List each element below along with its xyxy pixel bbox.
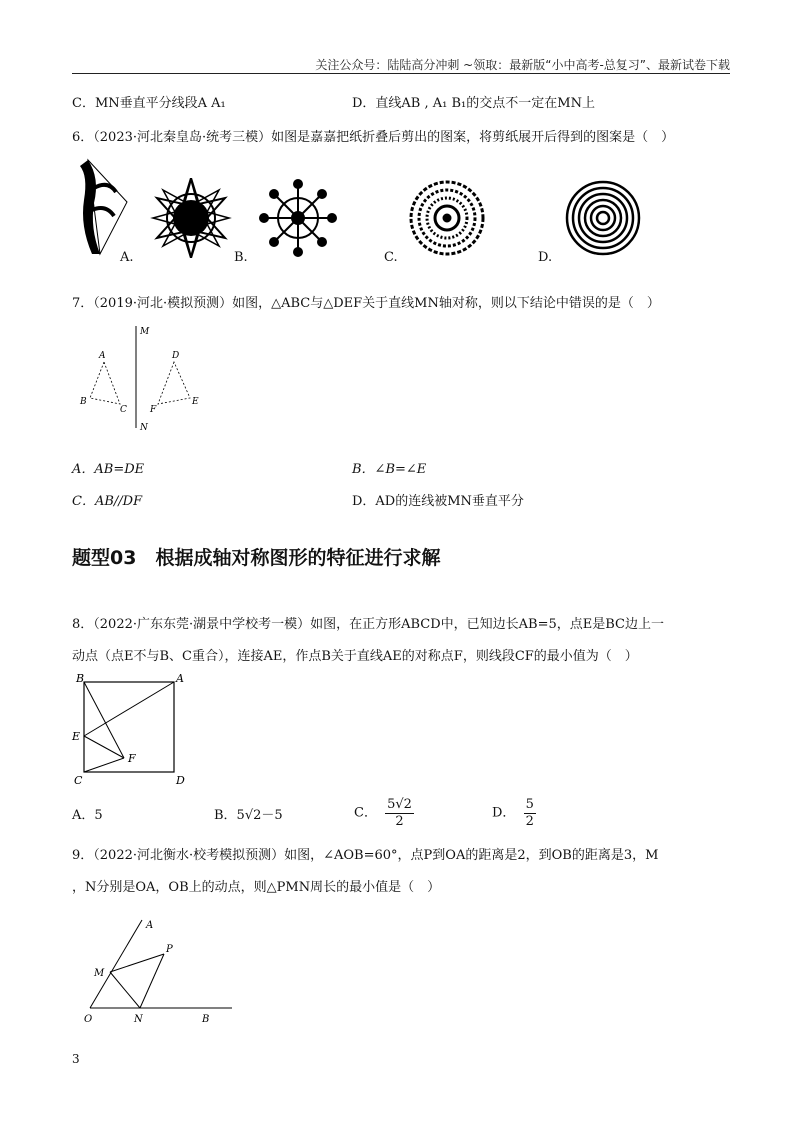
q9-label-a: A: [146, 920, 154, 931]
q6-option-c: C.: [384, 250, 398, 265]
q7-option-d: D．AD的连线被MN垂直平分: [352, 494, 524, 509]
q5-option-c: C．MN垂直平分线段A A₁: [72, 96, 226, 111]
section-title: 题型03 根据成轴对称图形的特征进行求解: [72, 547, 441, 569]
q8-label-f: F: [128, 752, 136, 765]
q7-option-c: C．AB//DF: [72, 494, 143, 509]
q7-label-e: E: [192, 397, 199, 407]
q8-label-c: C: [74, 774, 83, 787]
q8-square-figure: [70, 672, 190, 790]
q7-stem: 7．（2019·河北·模拟预测）如图，△ABC与△DEF关于直线MN轴对称，则以下结论中错误的是（ ）: [72, 296, 660, 311]
q8-option-c-numerator: 5√2: [387, 797, 412, 812]
q8-option-d-denominator: 2: [525, 813, 534, 829]
q7-label-a: A: [99, 351, 106, 361]
q8-option-d-numerator: 5: [525, 797, 534, 812]
q6-pattern-c: [402, 178, 492, 258]
q7-label-n: N: [140, 423, 148, 432]
q8-option-c: [354, 797, 414, 829]
q8-option-c-fraction: [385, 797, 414, 829]
q8-stem-line1: 8．（2022·广东东莞·湖景中学校考一模）如图，在正方形ABCD中，已知边长AB=5，点E是BC边上一: [72, 617, 665, 632]
q9-stem-line2: ，N分别是OA，OB上的动点，则△PMN周长的最小值是（ ）: [72, 880, 441, 895]
q7-label-d: D: [172, 351, 180, 361]
q6-stem: 6．（2023·河北秦皇岛·统考三模）如图是嘉嘉把纸折叠后剪出的图案，将剪纸展开后得到的图案是（ ）: [72, 130, 675, 145]
q6-option-b: B.: [234, 250, 248, 265]
q6-option-a: A.: [120, 250, 134, 265]
q7-label-m: M: [140, 327, 150, 337]
q9-angle-figure: [76, 912, 246, 1032]
q8-label-a: A: [176, 672, 184, 685]
page-number: 3: [72, 1052, 80, 1066]
q8-option-d-fraction: [524, 797, 536, 829]
q7-label-c: C: [120, 405, 127, 415]
q8-option-a: A．5: [72, 808, 103, 823]
q8-option-c-denominator: 2: [395, 813, 404, 829]
header-rule: [72, 73, 730, 74]
q6-pattern-b: [256, 178, 340, 258]
q9-label-m: M: [94, 968, 105, 979]
q8-label-b: B: [76, 672, 85, 685]
q7-label-f: F: [150, 405, 157, 415]
q6-pattern-a: [146, 178, 236, 258]
q8-option-c-label: C．: [354, 805, 377, 821]
q8-label-d: D: [176, 774, 185, 787]
q9-label-p: P: [166, 944, 173, 955]
q7-option-a: A．AB=DE: [72, 462, 145, 477]
q9-stem-line1: 9．（2022·河北衡水·校考模拟预测）如图，∠AOB=60°，点P到OA的距离是2，到OB的距离是3，M: [72, 848, 659, 863]
q6-folded-paper-figure: [72, 158, 132, 258]
q9-label-b: B: [202, 1014, 210, 1025]
q8-label-e: E: [72, 730, 81, 743]
q8-option-d-label: D．: [492, 805, 516, 821]
q8-option-d: [492, 797, 536, 829]
q9-label-n: N: [134, 1014, 143, 1025]
q7-label-b: B: [80, 397, 87, 407]
q7-option-b: B．∠B=∠E: [352, 462, 427, 477]
q9-label-o: O: [84, 1014, 93, 1025]
q6-pattern-d: [560, 178, 646, 258]
q8-option-b: B．5√2－5: [214, 808, 283, 823]
q7-figure: [76, 322, 216, 432]
page-header: 关注公众号：陆陆高分冲刺 ~领取：最新版“小中高考-总复习”、最新试卷下载: [315, 58, 730, 72]
q8-stem-line2: 动点（点E不与B、C重合），连接AE，作点B关于直线AE的对称点F，则线段CF的最小值为（ ）: [72, 649, 638, 664]
q6-option-d: D.: [538, 250, 553, 265]
q5-option-d: D．直线AB , A₁ B₁的交点不一定在MN上: [352, 96, 595, 111]
